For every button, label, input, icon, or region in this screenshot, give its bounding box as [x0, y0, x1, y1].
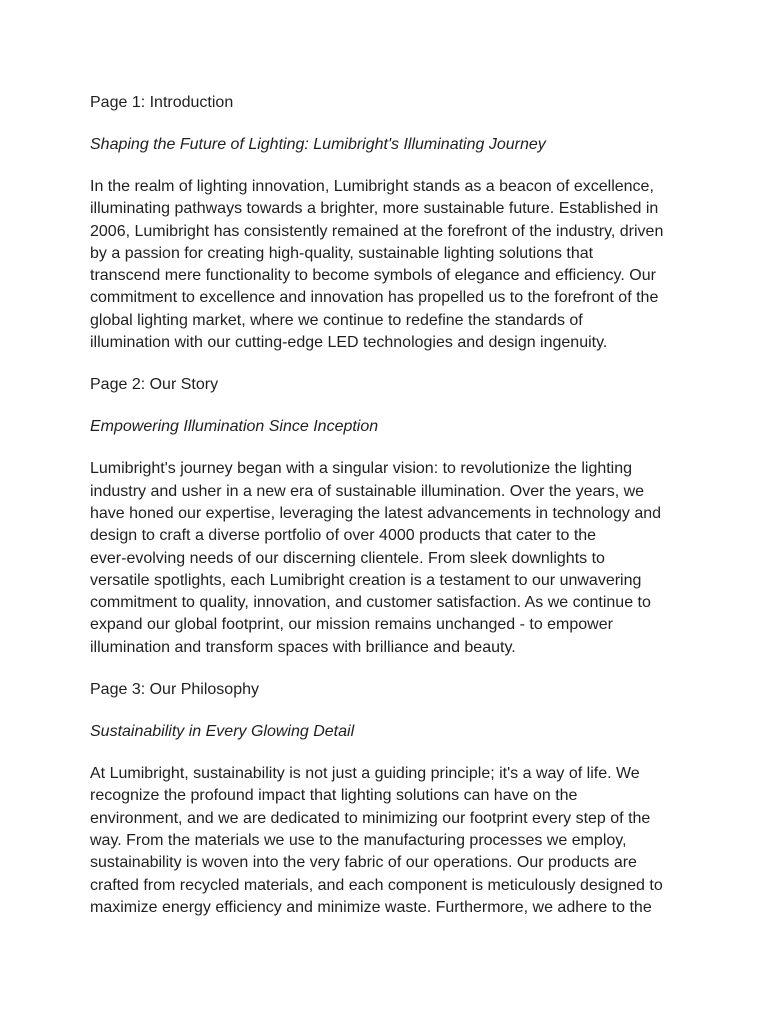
body-line: illuminating pathways towards a brighter, more sustainable future. Established in: [90, 200, 659, 218]
section-heading: Page 2: Our Story: [90, 376, 219, 394]
body-line: At Lumibright, sustainability is not just a guiding principle; it's a way of life. We: [90, 765, 640, 783]
body-line: design to craft a diverse portfolio of over 4000 products that cater to the: [90, 527, 597, 545]
body-line: commitment to quality, innovation, and customer satisfaction. As we continue to: [90, 594, 651, 612]
body-line: way. From the materials we use to the manufacturing processes we employ,: [90, 831, 627, 849]
body-line: by a passion for creating high-quality, sustainable lighting solutions that: [90, 244, 594, 262]
section-subtitle: Empowering Illumination Since Inception: [90, 418, 379, 436]
body-line: maximize energy efficiency and minimize waste. Furthermore, we adhere to the: [90, 898, 652, 916]
body-line: transcend mere functionality to become symbols of elegance and efficiency. Our: [90, 267, 656, 285]
body-line: illumination with our cutting-edge LED technologies and design ingenuity.: [90, 334, 608, 352]
body-line: 2006, Lumibright has consistently remained at the forefront of the industry, driven: [90, 222, 664, 240]
body-line: environment, and we are dedicated to minimizing our footprint every step of the: [90, 809, 651, 827]
section-body: [90, 763, 690, 919]
body-line: have honed our expertise, leveraging the latest advancements in technology and: [90, 504, 662, 522]
body-line: In the realm of lighting innovation, Lumibright stands as a beacon of excellence,: [90, 178, 654, 195]
section-body: [90, 458, 690, 659]
body-line: expand our global footprint, our mission remains unchanged - to empower: [90, 616, 613, 634]
section-introduction: [90, 92, 690, 354]
body-line: recognize the profound impact that lighting solutions can have on the: [90, 787, 578, 805]
section-heading: Page 1: Introduction: [90, 94, 234, 111]
body-line: illumination and transform spaces with brilliance and beauty.: [90, 638, 516, 656]
body-line: crafted from recycled materials, and each component is meticulously designed to: [90, 876, 663, 894]
body-line: commitment to excellence and innovation has propelled us to the forefront of the: [90, 289, 659, 307]
section-our-story: [90, 374, 690, 659]
section-subtitle: Sustainability in Every Glowing Detail: [90, 723, 355, 741]
section-heading: Page 3: Our Philosophy: [90, 681, 259, 699]
section-our-philosophy: [90, 679, 690, 919]
document-page: [90, 92, 690, 939]
section-body: [90, 176, 690, 354]
body-line: industry and usher in a new era of sustainable illumination. Over the years, we: [90, 482, 645, 500]
body-line: ever-evolving needs of our discerning clientele. From sleek downlights to: [90, 549, 605, 567]
body-line: global lighting market, where we continue to redefine the standards of: [90, 311, 583, 329]
section-subtitle: Shaping the Future of Lighting: Lumibright's Illuminating Journey: [90, 136, 546, 153]
body-line: sustainability is woven into the very fabric of our operations. Our products are: [90, 854, 637, 872]
body-line: versatile spotlights, each Lumibright creation is a testament to our unwavering: [90, 571, 642, 589]
body-line: Lumibright's journey began with a singular vision: to revolutionize the lighting: [90, 460, 633, 478]
